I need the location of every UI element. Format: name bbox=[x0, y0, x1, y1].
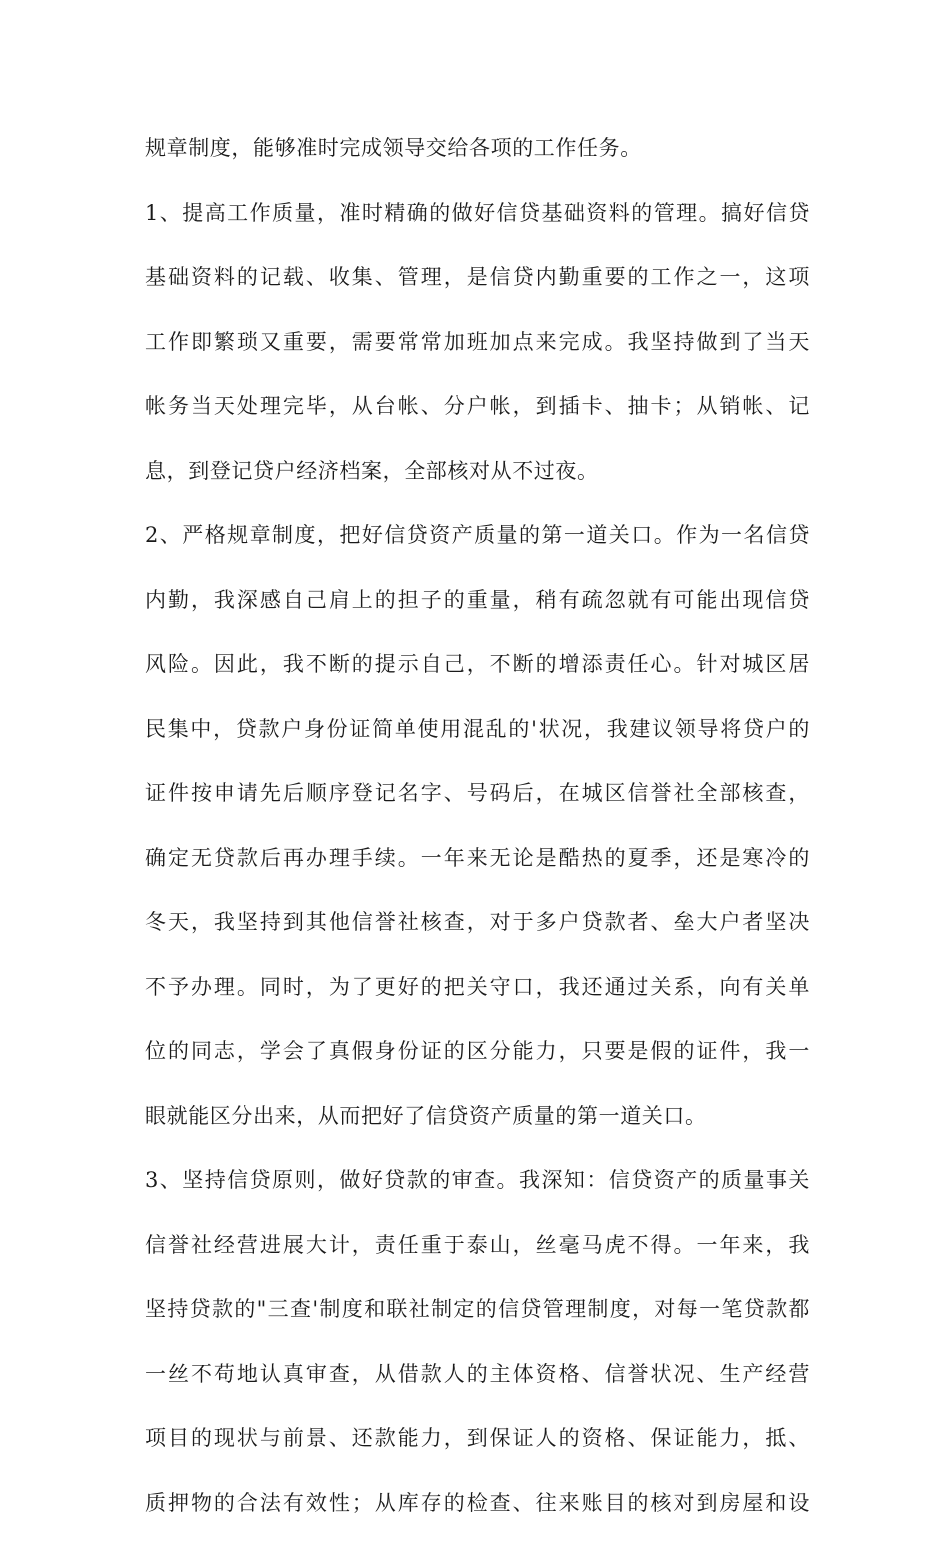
text-line: 证件按申请先后顺序登记名字、号码后，在城区信誉社全部核查， bbox=[145, 773, 810, 838]
text-line: 不予办理。同时，为了更好的把关守口，我还通过关系，向有关单 bbox=[145, 967, 810, 1032]
text-line: 民集中，贷款户身份证简单使用混乱的'状况，我建议领导将贷户的 bbox=[145, 709, 810, 774]
text-line: 坚持贷款的"三查'制度和联社制定的信贷管理制度，对每一笔贷款都 bbox=[145, 1289, 810, 1354]
text-line: 3、坚持信贷原则，做好贷款的审查。我深知：信贷资产的质量事关 bbox=[145, 1160, 810, 1225]
text-line: 工作即繁琐又重要，需要常常加班加点来完成。我坚持做到了当天 bbox=[145, 322, 810, 387]
text-line: 项目的现状与前景、还款能力，到保证人的资格、保证能力，抵、 bbox=[145, 1418, 810, 1483]
text-line: 息，到登记贷户经济档案，全部核对从不过夜。 bbox=[145, 451, 810, 516]
text-line: 规章制度，能够准时完成领导交给各项的工作任务。 bbox=[145, 128, 810, 193]
text-line: 1、提高工作质量，准时精确的做好信贷基础资料的管理。搞好信贷 bbox=[145, 193, 810, 258]
text-line: 内勤，我深感自己肩上的担子的重量，稍有疏忽就有可能出现信贷 bbox=[145, 580, 810, 645]
text-line: 确定无贷款后再办理手续。一年来无论是酷热的夏季，还是寒冷的 bbox=[145, 838, 810, 903]
text-line: 2、严格规章制度，把好信贷资产质量的第一道关口。作为一名信贷 bbox=[145, 515, 810, 580]
text-line: 帐务当天处理完毕，从台帐、分户帐，到插卡、抽卡；从销帐、记 bbox=[145, 386, 810, 451]
text-line: 冬天，我坚持到其他信誉社核查，对于多户贷款者、垒大户者坚决 bbox=[145, 902, 810, 967]
text-line: 风险。因此，我不断的提示自己，不断的增添责任心。针对城区居 bbox=[145, 644, 810, 709]
text-line: 眼就能区分出来，从而把好了信贷资产质量的第一道关口。 bbox=[145, 1096, 810, 1161]
body-text bbox=[145, 128, 810, 1547]
text-line: 位的同志，学会了真假身份证的区分能力，只要是假的证件，我一 bbox=[145, 1031, 810, 1096]
text-line: 信誉社经营进展大计，责任重于泰山，丝毫马虎不得。一年来，我 bbox=[145, 1225, 810, 1290]
text-line: 基础资料的记载、收集、管理，是信贷内勤重要的工作之一，这项 bbox=[145, 257, 810, 322]
text-line: 质押物的合法有效性；从库存的检查、往来账目的核对到房屋和设 bbox=[145, 1483, 810, 1547]
text-line: 一丝不苟地认真审查，从借款人的主体资格、信誉状况、生产经营 bbox=[145, 1354, 810, 1419]
